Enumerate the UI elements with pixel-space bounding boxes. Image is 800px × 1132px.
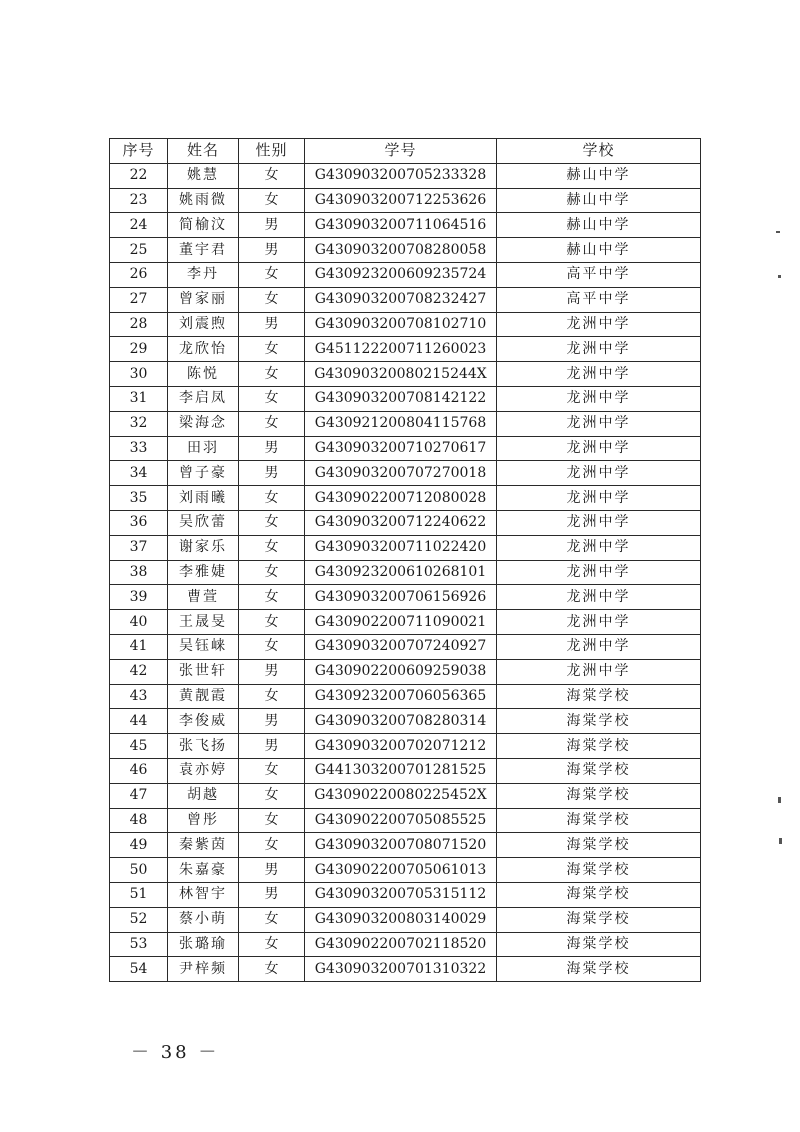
cell-student-id: G430903200707270018	[305, 461, 497, 486]
cell-seq: 33	[110, 436, 168, 461]
cell-name: 吴欣蕾	[168, 510, 239, 535]
cell-school: 赫山中学	[497, 213, 701, 238]
cell-name: 黄靓霞	[168, 684, 239, 709]
table-row	[110, 659, 701, 684]
cell-seq: 30	[110, 362, 168, 387]
cell-name: 王晟旻	[168, 610, 239, 635]
cell-student-id: G430903200708280314	[305, 709, 497, 734]
table-row	[110, 560, 701, 585]
cell-student-id: G430923200610268101	[305, 560, 497, 585]
cell-name: 朱嘉豪	[168, 858, 239, 883]
cell-gender: 女	[239, 758, 305, 783]
cell-name: 刘雨曦	[168, 486, 239, 511]
cell-school: 海棠学校	[497, 684, 701, 709]
cell-gender: 男	[239, 734, 305, 759]
cell-school: 赫山中学	[497, 188, 701, 213]
cell-school: 龙洲中学	[497, 659, 701, 684]
cell-school: 海棠学校	[497, 957, 701, 982]
cell-school: 龙洲中学	[497, 461, 701, 486]
cell-gender: 女	[239, 560, 305, 585]
table-row	[110, 486, 701, 511]
cell-gender: 女	[239, 833, 305, 858]
cell-school: 龙洲中学	[497, 634, 701, 659]
cell-seq: 52	[110, 907, 168, 932]
cell-seq: 54	[110, 957, 168, 982]
table-row	[110, 882, 701, 907]
cell-gender: 女	[239, 510, 305, 535]
cell-gender: 男	[239, 461, 305, 486]
cell-gender: 女	[239, 535, 305, 560]
cell-seq: 25	[110, 238, 168, 263]
table-row	[110, 337, 701, 362]
cell-school: 龙洲中学	[497, 535, 701, 560]
cell-student-id: G430903200711064516	[305, 213, 497, 238]
table-row	[110, 634, 701, 659]
cell-name: 张世轩	[168, 659, 239, 684]
cell-name: 吴钰崃	[168, 634, 239, 659]
header-school: 学校	[497, 139, 701, 164]
cell-school: 龙洲中学	[497, 312, 701, 337]
cell-seq: 42	[110, 659, 168, 684]
table-row	[110, 238, 701, 263]
cell-seq: 26	[110, 262, 168, 287]
cell-student-id: G430903200708280058	[305, 238, 497, 263]
cell-gender: 女	[239, 337, 305, 362]
cell-name: 张飞扬	[168, 734, 239, 759]
cell-seq: 31	[110, 386, 168, 411]
cell-name: 刘震煦	[168, 312, 239, 337]
table-row	[110, 585, 701, 610]
cell-gender: 女	[239, 783, 305, 808]
cell-school: 高平中学	[497, 262, 701, 287]
cell-seq: 27	[110, 287, 168, 312]
table-row	[110, 709, 701, 734]
cell-student-id: G430902200705085525	[305, 808, 497, 833]
table-row	[110, 312, 701, 337]
cell-seq: 40	[110, 610, 168, 635]
cell-seq: 24	[110, 213, 168, 238]
cell-seq: 29	[110, 337, 168, 362]
cell-name: 曾子豪	[168, 461, 239, 486]
cell-gender: 女	[239, 287, 305, 312]
scan-mark	[776, 231, 780, 233]
cell-student-id: G430902200705061013	[305, 858, 497, 883]
scan-mark	[778, 797, 781, 803]
table-row	[110, 510, 701, 535]
cell-student-id: G43090320080215244X	[305, 362, 497, 387]
table-row	[110, 436, 701, 461]
cell-seq: 43	[110, 684, 168, 709]
scan-mark	[779, 838, 782, 844]
cell-student-id: G430921200804115768	[305, 411, 497, 436]
table-row	[110, 461, 701, 486]
cell-name: 袁亦婷	[168, 758, 239, 783]
cell-seq: 35	[110, 486, 168, 511]
cell-student-id: G430903200705233328	[305, 163, 497, 188]
cell-gender: 女	[239, 808, 305, 833]
cell-gender: 男	[239, 312, 305, 337]
table-row	[110, 535, 701, 560]
cell-student-id: G430903200712253626	[305, 188, 497, 213]
cell-student-id: G441303200701281525	[305, 758, 497, 783]
cell-school: 海棠学校	[497, 907, 701, 932]
cell-gender: 女	[239, 188, 305, 213]
cell-student-id: G430903200708142122	[305, 386, 497, 411]
table-row	[110, 287, 701, 312]
cell-gender: 女	[239, 907, 305, 932]
table-row	[110, 932, 701, 957]
cell-school: 海棠学校	[497, 783, 701, 808]
cell-school: 海棠学校	[497, 709, 701, 734]
cell-name: 李雅婕	[168, 560, 239, 585]
student-roster-table	[109, 138, 701, 982]
cell-gender: 男	[239, 709, 305, 734]
table-row	[110, 684, 701, 709]
cell-seq: 41	[110, 634, 168, 659]
cell-gender: 男	[239, 213, 305, 238]
cell-gender: 女	[239, 163, 305, 188]
cell-school: 高平中学	[497, 287, 701, 312]
cell-school: 龙洲中学	[497, 337, 701, 362]
cell-seq: 50	[110, 858, 168, 883]
cell-seq: 37	[110, 535, 168, 560]
cell-gender: 女	[239, 486, 305, 511]
cell-name: 田羽	[168, 436, 239, 461]
cell-gender: 女	[239, 411, 305, 436]
cell-student-id: G430903200706156926	[305, 585, 497, 610]
cell-name: 尹梓频	[168, 957, 239, 982]
cell-name: 曾彤	[168, 808, 239, 833]
cell-seq: 38	[110, 560, 168, 585]
header-row	[110, 139, 701, 164]
table-row	[110, 610, 701, 635]
header-gender: 性别	[239, 139, 305, 164]
cell-student-id: G430903200803140029	[305, 907, 497, 932]
cell-student-id: G430903200708071520	[305, 833, 497, 858]
cell-gender: 女	[239, 684, 305, 709]
cell-school: 龙洲中学	[497, 386, 701, 411]
table-row	[110, 213, 701, 238]
cell-seq: 53	[110, 932, 168, 957]
cell-seq: 28	[110, 312, 168, 337]
cell-school: 龙洲中学	[497, 486, 701, 511]
cell-gender: 男	[239, 436, 305, 461]
table-body	[110, 163, 701, 981]
cell-student-id: G451122200711260023	[305, 337, 497, 362]
cell-school: 海棠学校	[497, 833, 701, 858]
cell-seq: 39	[110, 585, 168, 610]
cell-gender: 女	[239, 585, 305, 610]
table-row	[110, 907, 701, 932]
cell-school: 海棠学校	[497, 758, 701, 783]
cell-student-id: G430903200710270617	[305, 436, 497, 461]
cell-seq: 47	[110, 783, 168, 808]
cell-student-id: G430903200712240622	[305, 510, 497, 535]
cell-seq: 49	[110, 833, 168, 858]
cell-gender: 女	[239, 932, 305, 957]
cell-school: 龙洲中学	[497, 610, 701, 635]
cell-seq: 45	[110, 734, 168, 759]
cell-student-id: G430923200609235724	[305, 262, 497, 287]
cell-school: 龙洲中学	[497, 362, 701, 387]
cell-gender: 女	[239, 362, 305, 387]
header-student-id: 学号	[305, 139, 497, 164]
cell-seq: 34	[110, 461, 168, 486]
cell-name: 林智宇	[168, 882, 239, 907]
cell-name: 李丹	[168, 262, 239, 287]
cell-student-id: G430903200705315112	[305, 882, 497, 907]
cell-name: 蔡小萌	[168, 907, 239, 932]
table-row	[110, 188, 701, 213]
cell-school: 龙洲中学	[497, 436, 701, 461]
cell-name: 龙欣怡	[168, 337, 239, 362]
cell-student-id: G430902200711090021	[305, 610, 497, 635]
cell-seq: 46	[110, 758, 168, 783]
cell-seq: 36	[110, 510, 168, 535]
cell-name: 曾家丽	[168, 287, 239, 312]
header-name: 姓名	[168, 139, 239, 164]
cell-gender: 女	[239, 634, 305, 659]
cell-seq: 48	[110, 808, 168, 833]
table-row	[110, 957, 701, 982]
table-row	[110, 808, 701, 833]
cell-name: 李俊威	[168, 709, 239, 734]
cell-gender: 女	[239, 610, 305, 635]
cell-gender: 女	[239, 386, 305, 411]
cell-name: 简榆汶	[168, 213, 239, 238]
table-row	[110, 163, 701, 188]
cell-seq: 51	[110, 882, 168, 907]
cell-school: 龙洲中学	[497, 411, 701, 436]
header-seq: 序号	[110, 139, 168, 164]
cell-gender: 男	[239, 238, 305, 263]
cell-name: 姚雨微	[168, 188, 239, 213]
cell-student-id: G430903200708232427	[305, 287, 497, 312]
cell-school: 赫山中学	[497, 163, 701, 188]
cell-name: 梁海念	[168, 411, 239, 436]
table-row	[110, 411, 701, 436]
cell-student-id: G430923200706056365	[305, 684, 497, 709]
cell-student-id: G430903200702071212	[305, 734, 497, 759]
cell-name: 谢家乐	[168, 535, 239, 560]
cell-gender: 男	[239, 882, 305, 907]
table-row	[110, 386, 701, 411]
cell-name: 胡越	[168, 783, 239, 808]
cell-name: 董宇君	[168, 238, 239, 263]
table-row	[110, 362, 701, 387]
cell-student-id: G430903200701310322	[305, 957, 497, 982]
cell-student-id: G430903200711022420	[305, 535, 497, 560]
cell-school: 龙洲中学	[497, 585, 701, 610]
table-row	[110, 783, 701, 808]
cell-school: 龙洲中学	[497, 560, 701, 585]
table-row	[110, 758, 701, 783]
cell-school: 海棠学校	[497, 858, 701, 883]
table-row	[110, 262, 701, 287]
cell-student-id: G430903200708102710	[305, 312, 497, 337]
page-number: － 38 －	[131, 1042, 220, 1063]
table-header	[110, 139, 701, 164]
cell-school: 海棠学校	[497, 932, 701, 957]
cell-school: 海棠学校	[497, 882, 701, 907]
cell-name: 陈悦	[168, 362, 239, 387]
cell-school: 龙洲中学	[497, 510, 701, 535]
cell-name: 秦紫茵	[168, 833, 239, 858]
cell-student-id: G430902200702118520	[305, 932, 497, 957]
table-row	[110, 734, 701, 759]
cell-school: 海棠学校	[497, 734, 701, 759]
cell-student-id: G430903200707240927	[305, 634, 497, 659]
cell-seq: 32	[110, 411, 168, 436]
cell-student-id: G430902200712080028	[305, 486, 497, 511]
cell-school: 海棠学校	[497, 808, 701, 833]
table-row	[110, 858, 701, 883]
cell-gender: 男	[239, 858, 305, 883]
cell-seq: 22	[110, 163, 168, 188]
cell-seq: 23	[110, 188, 168, 213]
cell-school: 赫山中学	[497, 238, 701, 263]
cell-gender: 女	[239, 957, 305, 982]
cell-gender: 女	[239, 262, 305, 287]
cell-name: 姚慧	[168, 163, 239, 188]
table-row	[110, 833, 701, 858]
cell-name: 李启凤	[168, 386, 239, 411]
scan-mark	[778, 275, 781, 278]
cell-seq: 44	[110, 709, 168, 734]
cell-gender: 男	[239, 659, 305, 684]
cell-student-id: G43090220080225452X	[305, 783, 497, 808]
cell-name: 曹萱	[168, 585, 239, 610]
cell-name: 张璐瑜	[168, 932, 239, 957]
cell-student-id: G430902200609259038	[305, 659, 497, 684]
